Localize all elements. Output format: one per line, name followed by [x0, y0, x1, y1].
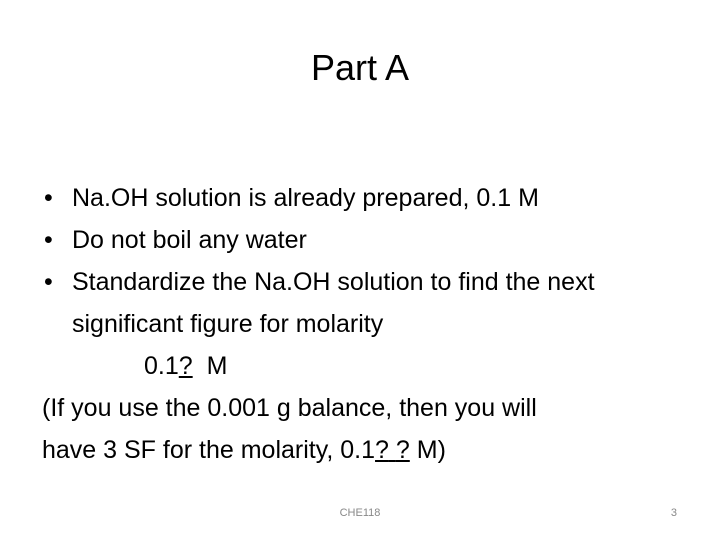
note-prefix: have 3 SF for the molarity, 0.1 — [42, 436, 376, 464]
bullet-item — [42, 219, 702, 261]
bullet-item — [42, 177, 702, 219]
bullet-icon: • — [44, 226, 53, 254]
unknown-space — [389, 436, 396, 464]
molarity-prefix: 0.1 — [144, 352, 179, 380]
bullet-text: Na.OH solution is already prepared, 0.1 M — [72, 184, 539, 212]
note-line-2 — [42, 429, 702, 471]
slide-body — [42, 177, 702, 471]
bullet-text: Standardize the Na.OH solution to find the next — [72, 268, 595, 296]
unknown-digit: ? — [178, 352, 193, 380]
unknown-digit: ? — [395, 436, 410, 464]
bullet-text: Do not boil any water — [72, 226, 307, 254]
molarity-unit: M — [192, 352, 228, 380]
page-number: 3 — [670, 507, 677, 519]
bullet-item — [42, 261, 702, 303]
note-line-1: (If you use the 0.001 g balance, then you will — [42, 394, 537, 422]
molarity-value-line — [42, 345, 702, 387]
bullet-continuation: significant figure for molarity — [72, 310, 384, 338]
slide-title: Part A — [310, 47, 410, 88]
bullet-icon: • — [44, 184, 53, 212]
footer-label: CHE118 — [339, 507, 381, 519]
bullet-icon: • — [44, 268, 53, 296]
note-suffix: M) — [409, 436, 446, 464]
unknown-digit: ? — [375, 436, 389, 464]
